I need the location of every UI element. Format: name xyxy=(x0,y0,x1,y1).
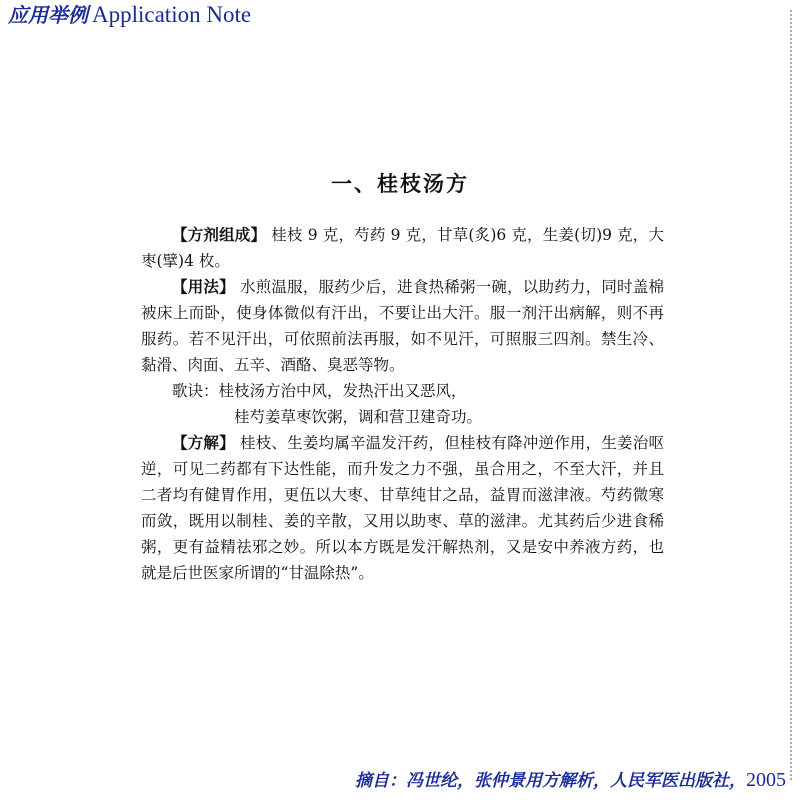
source-citation xyxy=(355,766,786,792)
right-margin-rule xyxy=(790,10,792,780)
analysis-paragraph xyxy=(141,430,664,586)
analysis-text: 桂枝、生姜均属辛温发汗药，但桂枝有降冲逆作用，生姜治呕逆，可见二药都有下达性能，而升发之力不强，虽合用之，不至大汗，并且二者均有健胃作用，更伍以大枣、甘草纯甘之品，益胃而滋津液。芍药微寒而敛，既用以制桂、姜的辛散，又用以助枣、草的滋津。尤其药后少进食稀粥，更有益精祛邪之妙。所以本方既是发汗解热剂，又是安中养液方药，也就是后世医家所谓的“甘温除热”。 xyxy=(141,434,664,582)
verse-line-2: 桂芍姜草枣饮粥，调和营卫建奇功。 xyxy=(234,408,483,426)
header-english: Application Note xyxy=(92,2,252,27)
page-header xyxy=(8,0,251,30)
composition-paragraph xyxy=(141,222,664,274)
usage-paragraph xyxy=(141,274,664,378)
composition-text: 桂枝 9 克，芍药 9 克，甘草(炙)6 克，生姜(切)9 克，大枣(擘)4 枚。 xyxy=(141,226,664,270)
citation-year: 2005 xyxy=(746,769,786,791)
verse-line-1: 歌诀：桂枝汤方治中风，发热汗出又恶风， xyxy=(172,382,467,400)
citation-source: 摘自：冯世纶，张仲景用方解析，人民军医出版社， xyxy=(355,771,746,791)
page-title: 一、桂枝汤方 xyxy=(331,172,469,196)
document-body xyxy=(141,222,664,586)
usage-text: 水煎温服，服药少后，进食热稀粥一碗，以助药力，同时盖棉被床上而卧，使身体微似有汗出，不要让出大汗。服一剂汗出病解，则不再服药。若不见汗出，可依照前法再服，如不见汗，可照服三四剂。禁生冷、黏滑、肉面、五辛、酒酪、臭恶等物。 xyxy=(141,278,664,374)
usage-label: 【用法】 xyxy=(172,278,235,296)
composition-label: 【方剂组成】 xyxy=(172,226,267,244)
header-chinese: 应用举例 xyxy=(8,3,88,27)
analysis-label: 【方解】 xyxy=(172,434,235,452)
